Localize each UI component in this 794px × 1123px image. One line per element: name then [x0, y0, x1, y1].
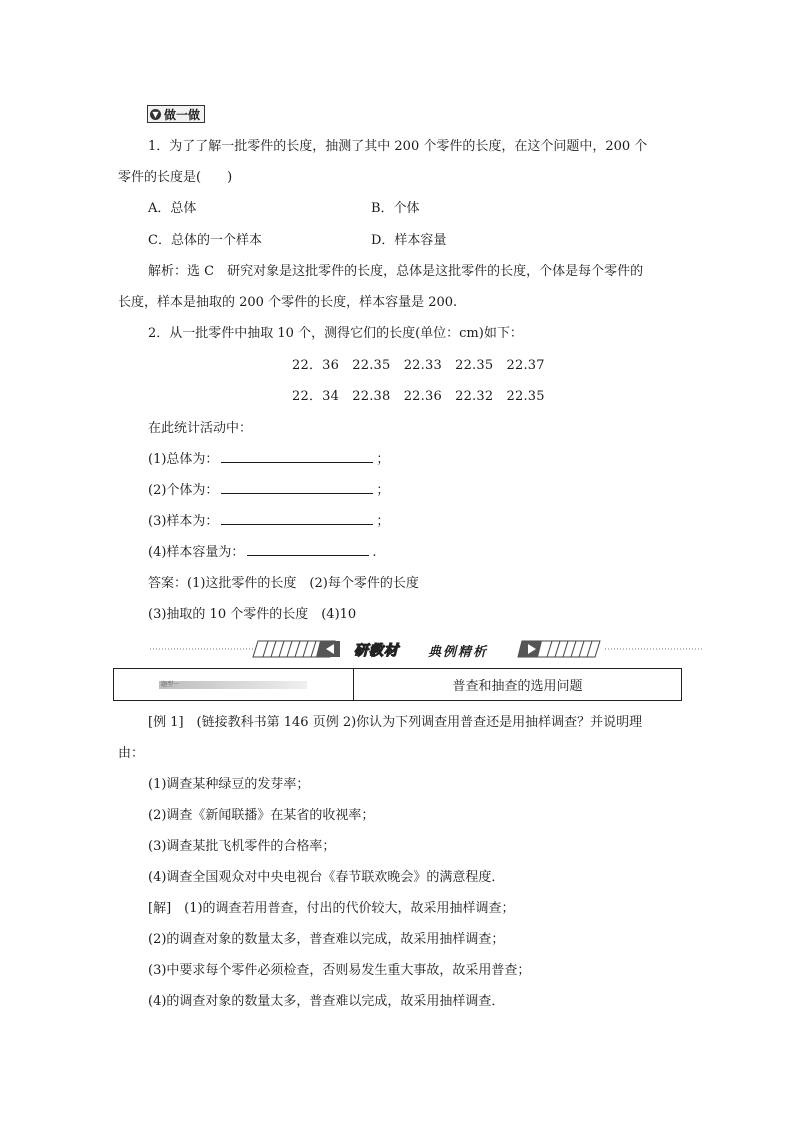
q2-blank-4-label: (4)样本容量为： — [148, 545, 245, 560]
q2-line1: 2．从一批零件中抽取 10 个，测得它们的长度(单位：cm)如下： — [148, 326, 523, 341]
semicolon: ； — [376, 452, 390, 467]
semicolon: ； — [376, 514, 390, 529]
q2-data-row2: 22．34 22.38 22.36 22.32 22.35 — [292, 389, 545, 404]
q1-option-a: A．总体 — [148, 201, 197, 216]
q1-option-c: C．总体的一个样本 — [148, 233, 262, 248]
period: . — [372, 545, 377, 560]
solution-line1: [解] (1)的调查若用普查，付出的代价较大，故采用抽样调查； — [148, 901, 515, 916]
q2-blank-1 — [148, 448, 389, 467]
example-line1: [例 1] (链接教科书第 146 页例 2)你认为下列调查用普查还是用抽样调查？并说明理 — [148, 715, 643, 730]
semicolon: ； — [376, 483, 390, 498]
q1-line1: 1．为了了解一批零件的长度，抽测了其中 200 个零件的长度，在这个问题中，200 个 — [148, 139, 648, 154]
topic-title-cell — [353, 668, 682, 701]
example-item-3: (3)调查某批飞机零件的合格率； — [148, 839, 336, 854]
topic-tag-label: 题型一 — [161, 681, 180, 688]
q2-blank-2-label: (2)个体为： — [148, 483, 219, 498]
example-line2: 由： — [118, 746, 145, 761]
example-item-4: (4)调查全国观众对中央电视台《春节联欢晚会》的满意程度． — [148, 870, 505, 885]
solution-line2: (2)的调查对象的数量太多，普查难以完成，故采用抽样调查； — [148, 932, 505, 947]
solution-line3: (3)中要求每个零件必须检查，否则易发生重大事故，故采用普查； — [148, 963, 531, 978]
q2-answer-line2: (3)抽取的 10 个零件的长度 (4)10 — [148, 607, 357, 622]
do-it-badge — [147, 105, 205, 123]
topic-tag-cell — [113, 668, 354, 701]
example-item-2: (2)调查《新闻联播》在某省的收视率； — [148, 808, 375, 823]
q2-blank-3 — [148, 510, 389, 529]
answer-blank — [221, 512, 373, 525]
q2-data-row1: 22．36 22.35 22.33 22.35 22.37 — [292, 358, 545, 373]
q1-option-b: B．个体 — [371, 201, 420, 216]
q1-analysis-line2: 长度，样本是抽取的 200 个零件的长度，样本容量是 200. — [118, 295, 458, 310]
topic-title: 普查和抽查的选用问题 — [452, 679, 583, 694]
badge-label: 做一做 — [164, 107, 201, 122]
q1-line2: 零件的长度是( ) — [118, 170, 233, 185]
q2-blank-4 — [148, 541, 377, 560]
section-divider — [150, 637, 702, 661]
answer-blank — [247, 543, 369, 556]
answer-blank — [221, 450, 373, 463]
q2-blank-3-label: (3)样本为： — [148, 514, 219, 529]
q2-blank-1-label: (1)总体为： — [148, 452, 219, 467]
answer-blank — [221, 481, 373, 494]
q1-analysis-line1: 解析：选 C 研究对象是这批零件的长度，总体是这批零件的长度，个体是每个零件的 — [148, 264, 644, 279]
solution-line4: (4)的调查对象的数量太多，普查难以完成，故采用抽样调查． — [148, 994, 505, 1009]
section-title: 研教材 — [354, 643, 399, 659]
q2-intro: 在此统计活动中： — [148, 421, 253, 436]
q1-option-d: D．样本容量 — [371, 233, 447, 248]
topic-tag — [159, 681, 307, 689]
example-item-1: (1)调查某种绿豆的发芽率； — [148, 777, 310, 792]
section-subtitle: 典例精析 — [428, 645, 489, 660]
divider-graphic — [150, 637, 702, 661]
q2-blank-2 — [148, 479, 389, 498]
q2-answer-line1: 答案：(1)这批零件的长度 (2)每个零件的长度 — [148, 576, 419, 591]
chevron-down-icon: ▼ — [150, 109, 161, 120]
